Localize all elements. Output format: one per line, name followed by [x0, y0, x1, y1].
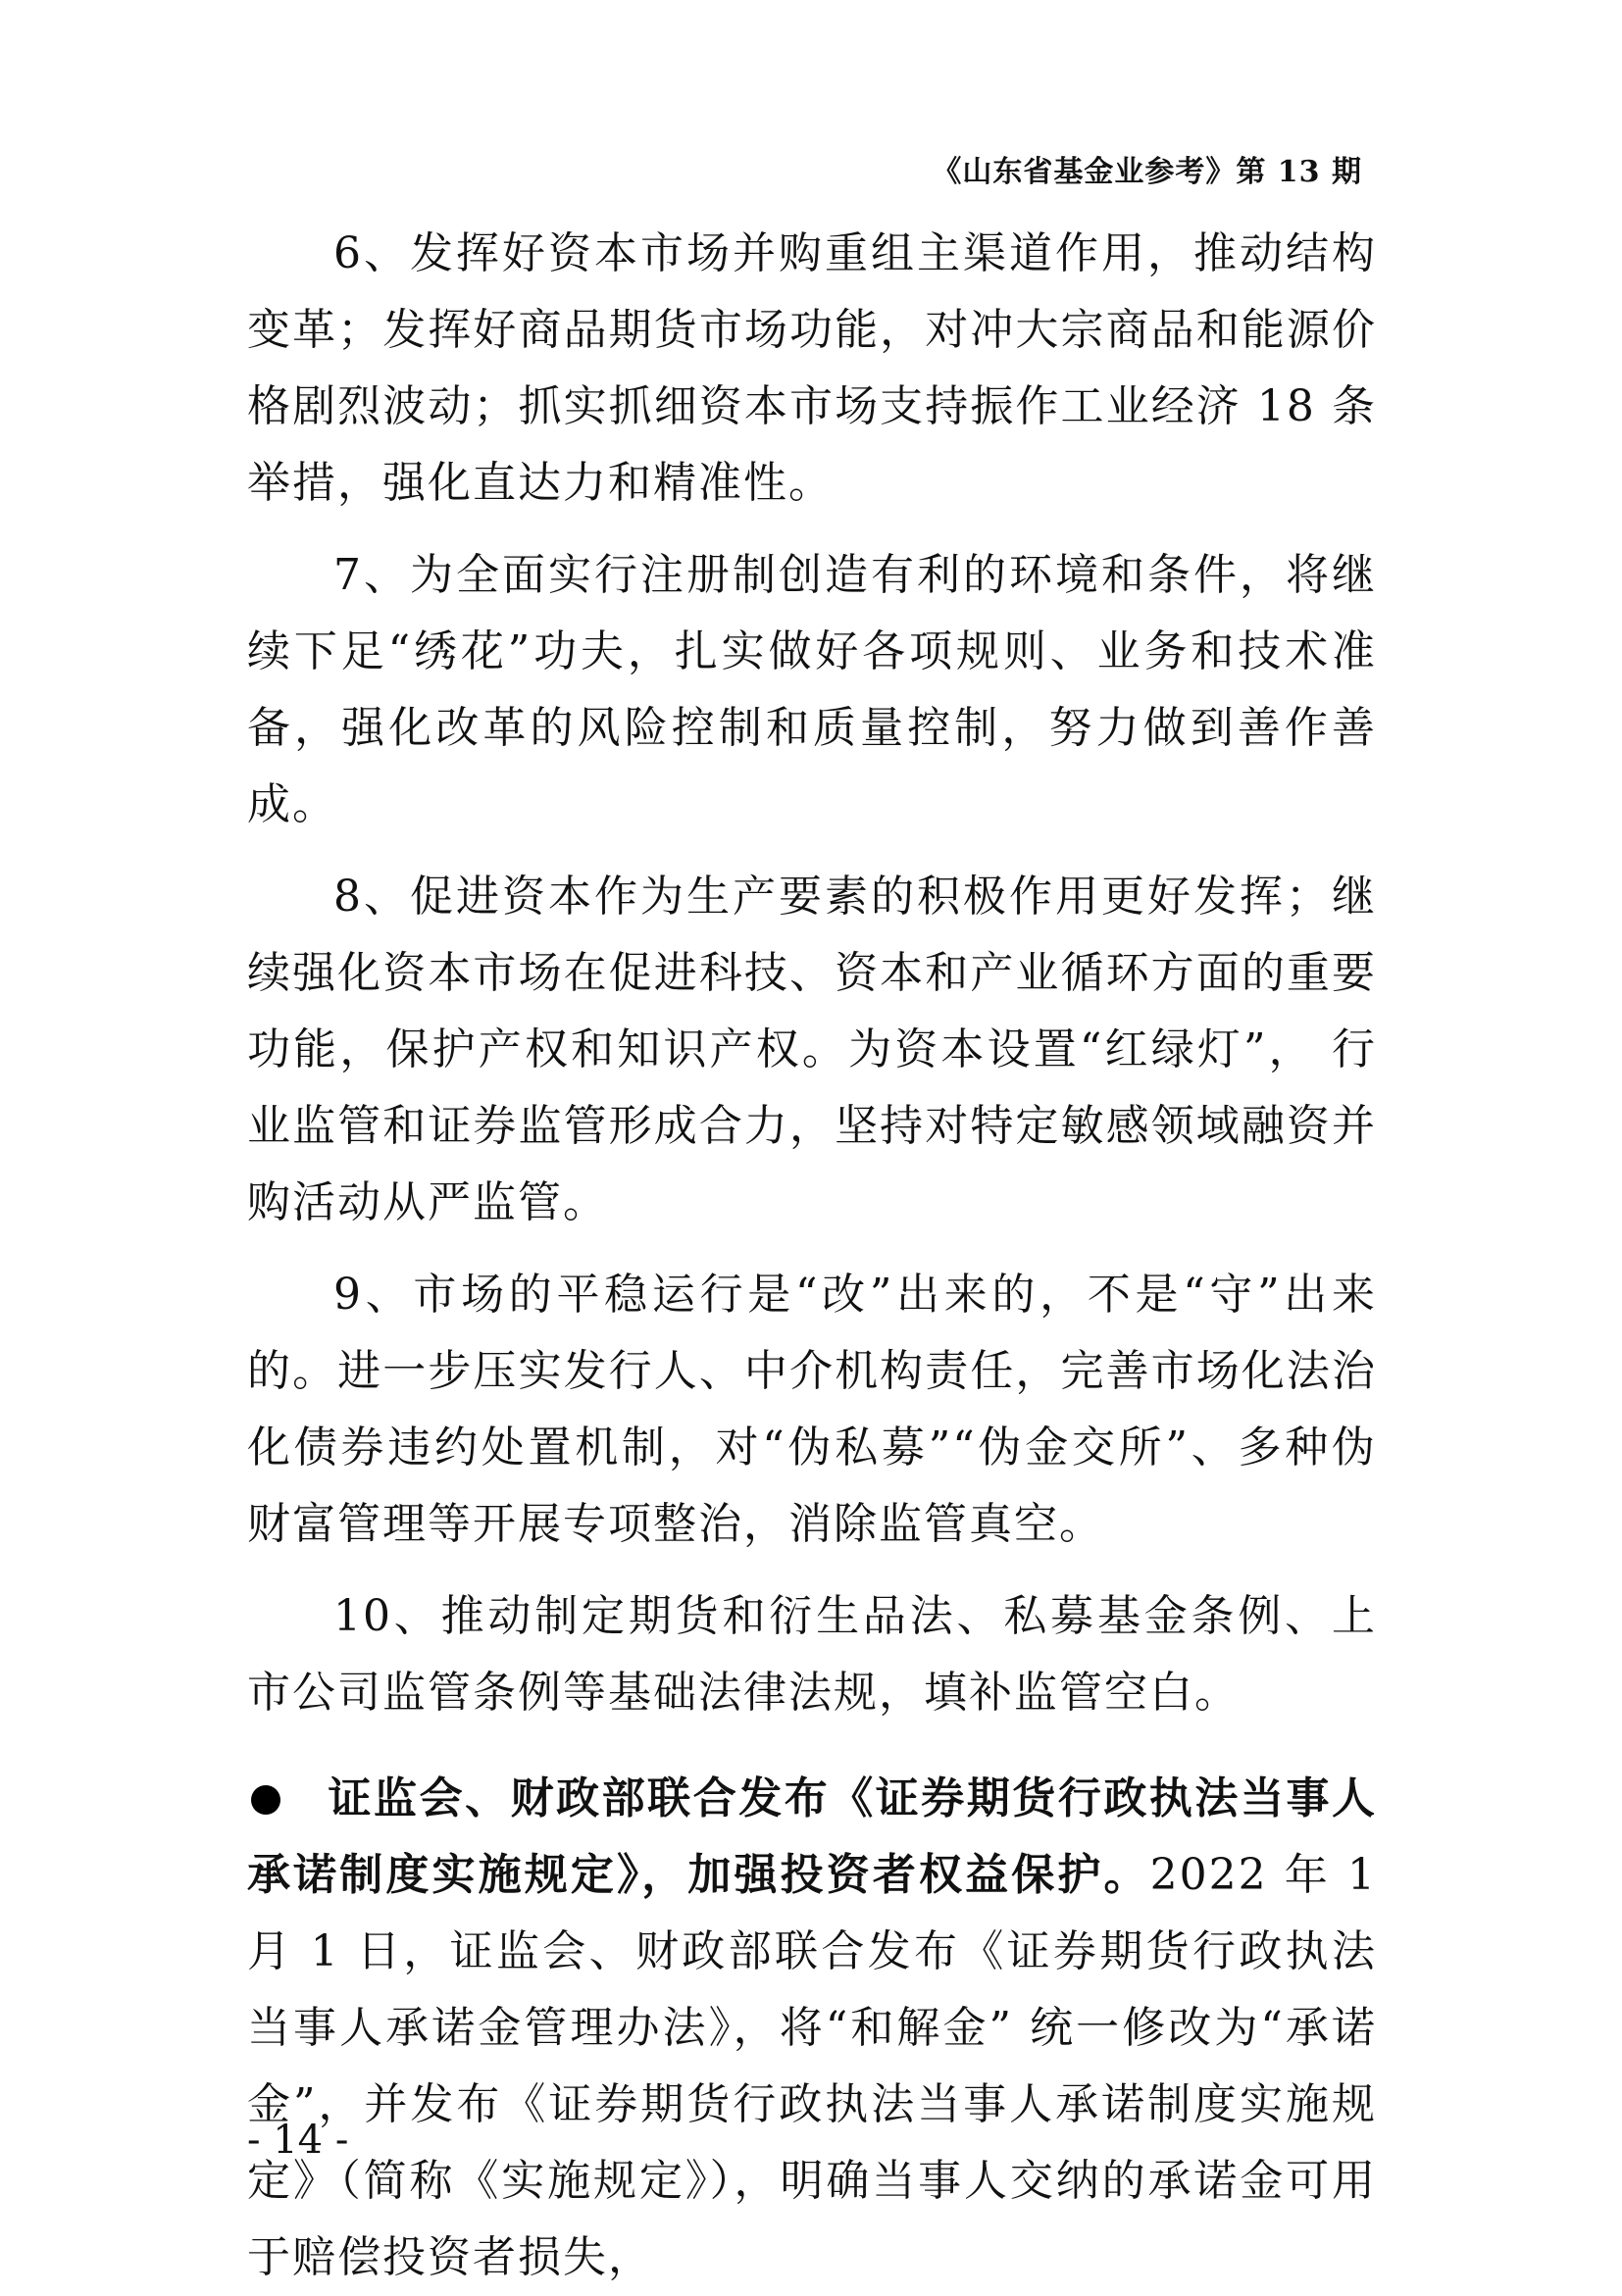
- news-body: 2022 年 1 月 1 日，证监会、财政部联合发布《证券期货行政执法当事人承诺金管理办法》，将“和解金” 统一修改为“承诺金”，并发布《证券期货行政执法当事人承诺制度实施规定》（简称《实施规定》），明确当事人交纳的承诺金可用于赔偿投资者损失，: [247, 1850, 1377, 2282]
- paragraph-item-9: 9、市场的平稳运行是“改”出来的，不是“守”出来的。进一步压实发行人、中介机构责任，完善市场化法治化债券违约处置机制，对“伪私募”“伪金交所”、多种伪财富管理等开展专项整治，消除监管真空。: [247, 1270, 1377, 1549]
- paragraph-item-7: 7、为全面实行注册制创造有利的环境和条件，将继续下足“绣花”功夫，扎实做好各项规则、业务和技术准备，强化改革的风险控制和质量控制，努力做到善作善成。: [247, 550, 1377, 829]
- page-content: [247, 216, 1377, 2296]
- bullet-icon: [251, 1785, 280, 1815]
- paragraph-item-8: 8、促进资本作为生产要素的积极作用更好发挥；继续强化资本市场在促进科技、资本和产业循环方面的重要功能，保护产权和知识产权。为资本设置“红绿灯”， 行业监管和证券监管形成合力，坚持对特定敏感领域融资并购活动从严监管。: [247, 872, 1377, 1227]
- running-header: 《山东省基金业参考》第 13 期: [932, 155, 1362, 189]
- news-title: 证监会、财政部联合发布《证券期货行政执法当事人承诺制度实施规定》，加强投资者权益保护。: [247, 1773, 1377, 1900]
- page-number: - 14 -: [247, 2118, 349, 2163]
- news-item: [247, 1761, 1377, 2296]
- paragraph-item-6: 6、发挥好资本市场并购重组主渠道作用，推动结构变革；发挥好商品期货市场功能，对冲大宗商品和能源价格剧烈波动；抓实抓细资本市场支持振作工业经济 18 条举措，强化直达力和精准性。: [247, 228, 1377, 508]
- paragraph-item-10: 10、推动制定期货和衍生品法、私募基金条例、上市公司监管条例等基础法律法规，填补监管空白。: [247, 1591, 1377, 1718]
